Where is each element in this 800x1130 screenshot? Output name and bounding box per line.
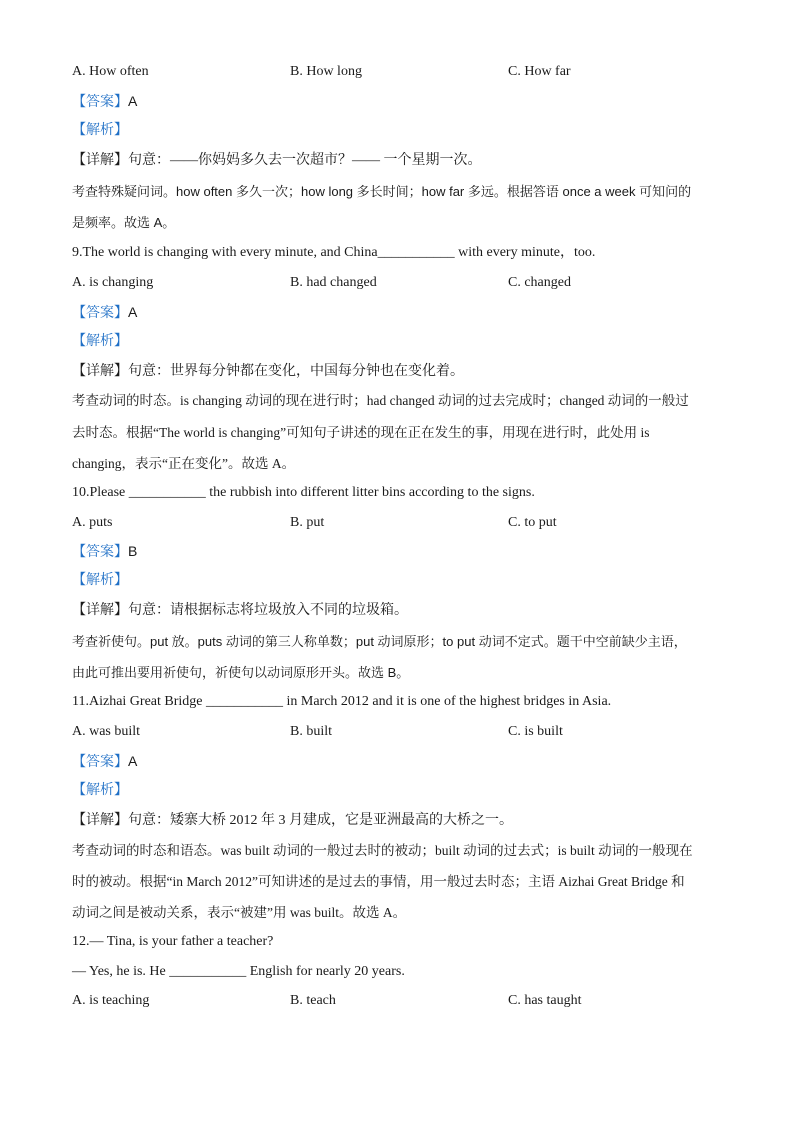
q10-explain-1: 考查祈使句。put 放。puts 动词的第三人称单数；put 动词原形；to put 动词不定式。题干中空前缺少主语，	[72, 634, 687, 649]
q10-answer-line	[72, 542, 137, 562]
q11-analysis-label: 【解析】	[72, 783, 128, 798]
q10-detail: 句意：请根据标志将垃圾放入不同的垃圾箱。	[128, 603, 408, 618]
answer-label: 【答案】	[72, 755, 128, 770]
q9-explain-2: 去时态。根据“The world is changing”可知句子讲述的现在正在发生的事，用现在进行时，此处用 is	[72, 425, 650, 440]
detail-label: 【详解】	[72, 364, 128, 379]
q10-option-a: A. puts	[72, 515, 113, 530]
q10-option-b: B. put	[290, 515, 325, 530]
q12-option-c: C. has taught	[508, 993, 582, 1008]
q8-detail-line	[72, 152, 482, 170]
q8-analysis-label: 【解析】	[72, 123, 128, 138]
q11-answer: A	[128, 753, 138, 769]
q12-option-b: B. teach	[290, 993, 336, 1008]
q12-question: 12.— Tina, is your father a teacher?	[72, 934, 274, 949]
q11-explain-3: 动词之间是被动关系，表示“被建”用 was built。故选 A。	[72, 905, 407, 920]
q9-option-c: C. changed	[508, 275, 571, 290]
q11-option-a: A. was built	[72, 724, 141, 739]
answer-label: 【答案】	[72, 545, 128, 560]
q9-explain-3: changing，表示“正在变化”。故选 A。	[72, 456, 296, 471]
q11-detail-line	[72, 812, 513, 830]
detail-label: 【详解】	[72, 153, 128, 168]
q11-question: 11.Aizhai Great Bridge ___________ in March 2012 and it is one of the highest bridges in Asia.	[72, 694, 612, 709]
q11-answer-line	[72, 752, 137, 772]
q9-option-a: A. is changing	[72, 275, 154, 290]
q9-answer: A	[128, 304, 138, 320]
q8-detail: 句意：——你妈妈多久去一次超市？—— 一个星期一次。	[128, 153, 482, 168]
q8-explain-1: 考查特殊疑问词。how often 多久一次；how long 多长时间；how far 多远。根据答语 once a week 可知问的	[72, 184, 692, 199]
q9-explain-1: 考查动词的时态。is changing 动词的现在进行时；had changed 动词的过去完成时；changed 动词的一般过	[72, 393, 689, 408]
q8-option-a: A. How often	[72, 64, 149, 79]
q8-answer: A	[128, 93, 138, 109]
q10-answer: B	[128, 543, 138, 559]
q8-answer-line	[72, 92, 137, 112]
q8-option-c: C. How far	[508, 64, 571, 79]
q8-explain-2: 是频率。故选 A。	[72, 215, 176, 230]
q9-answer-line	[72, 303, 137, 323]
q11-option-b: B. built	[290, 724, 333, 739]
q10-analysis-label: 【解析】	[72, 573, 128, 588]
q12-question-2: — Yes, he is. He ___________ English for nearly 20 years.	[72, 964, 405, 979]
q9-question: 9.The world is changing with every minute, and China___________ with every minute，too.	[72, 245, 596, 260]
q11-explain-1: 考查动词的时态和语态。was built 动词的一般过去时的被动；built 动词的过去式；is built 动词的一般现在	[72, 843, 693, 858]
q11-option-c: C. is built	[508, 724, 563, 739]
q11-explain-2: 时的被动。根据“in March 2012”可知讲述的是过去的事情，用一般过去时态；主语 Aizhai Great Bridge 和	[72, 874, 685, 889]
q9-detail: 句意：世界每分钟都在变化，中国每分钟也在变化着。	[128, 364, 464, 379]
q10-question: 10.Please ___________ the rubbish into different litter bins according to the signs.	[72, 485, 535, 500]
q9-option-b: B. had changed	[290, 275, 377, 290]
answer-label: 【答案】	[72, 306, 128, 321]
q9-analysis-label: 【解析】	[72, 334, 128, 349]
q10-option-c: C. to put	[508, 515, 557, 530]
detail-label: 【详解】	[72, 813, 128, 828]
q9-detail-line	[72, 363, 464, 381]
q10-detail-line	[72, 602, 408, 620]
q12-option-a: A. is teaching	[72, 993, 150, 1008]
q10-explain-2: 由此可推出要用祈使句，祈使句以动词原形开头。故选 B。	[72, 665, 410, 680]
detail-label: 【详解】	[72, 603, 128, 618]
q11-detail: 句意：矮寨大桥 2012 年 3 月建成，它是亚洲最高的大桥之一。	[128, 813, 513, 828]
q8-option-b: B. How long	[290, 64, 362, 79]
answer-label: 【答案】	[72, 95, 128, 110]
